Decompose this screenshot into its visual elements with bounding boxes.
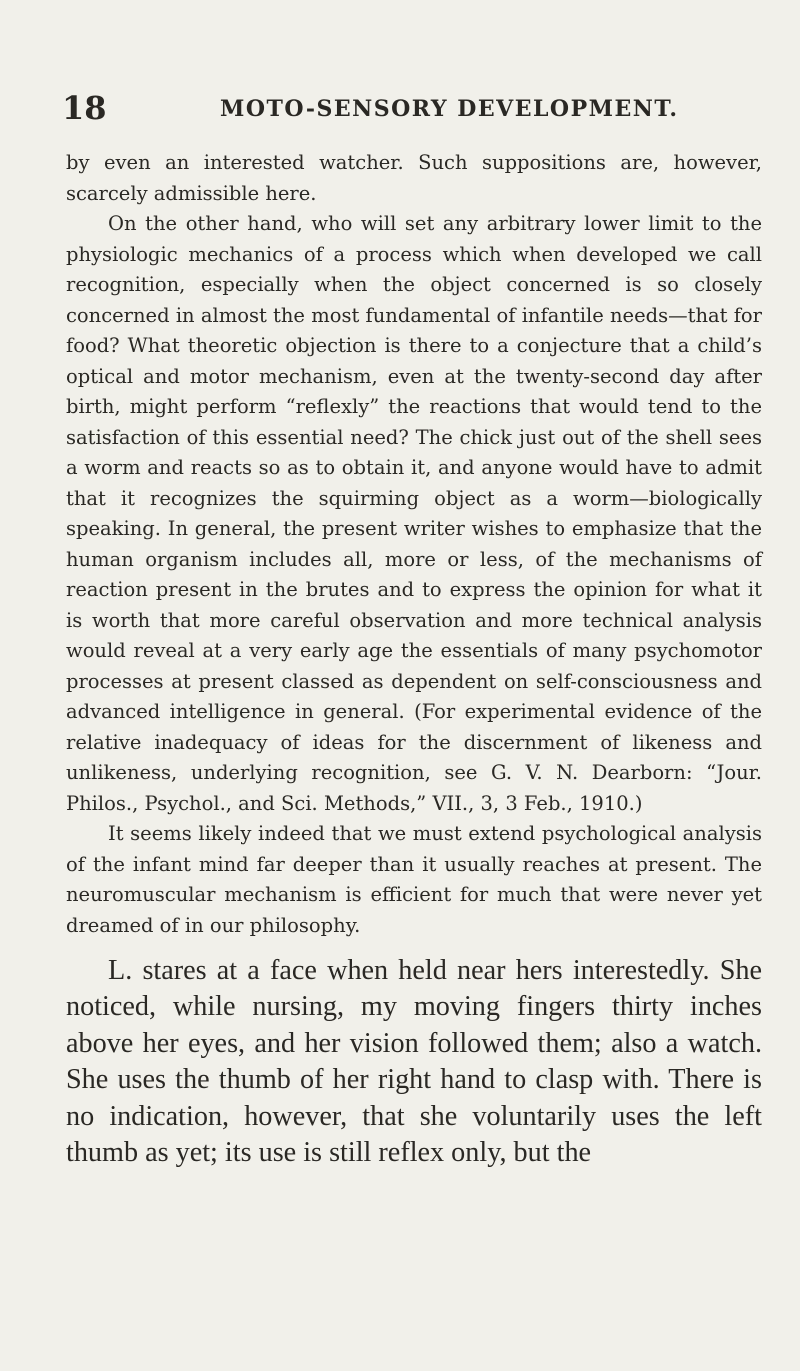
running-title: MOTO-SENSORY DEVELOPMENT. [220,96,679,122]
paragraph-continuation: by even an interested watcher. Such suppositions are, however, scarcely admissible here. [66,151,762,205]
running-head [62,88,762,128]
body-text [66,148,762,1171]
paragraph-observation: L. stares at a face when held near hers interestedly. She noticed, while nursing, my moving fingers thirty inches above her eyes, and her vision followed them; also a watch. She uses the thumb of her right hand to clasp with. There is no indication, however, that she voluntarily uses the left thumb as yet; its use is still reflex only, but the [66,955,762,1169]
page-number: 18 [62,89,107,127]
paragraph-analysis: It seems likely indeed that we must extend psychological analysis of the infant mind far deeper than it usually reaches at present. The neuromuscular mechanism is efficient for much that were never yet dreamed of in our philosophy. [66,822,762,937]
paragraph-recognition: On the other hand, who will set any arbitrary lower limit to the physiologic mechanics of a process which when developed we call recognition, especially when the object concerned is so closely concerned in almost the most fundamental of infantile needs—that for food? What theoretic objection is there to a conjecture that a child’s optical and motor mechanism, even at the twenty-second day after birth, might perform “reflexly” the reactions that would tend to the satisfaction of this essential need? The chick just out of the shell sees a worm and reacts so as to obtain it, and anyone would have to admit that it recognizes the squirming object as a worm—biologically speaking. In general, the present writer wishes to emphasize that the human organism includes all, more or less, of the mechanisms of reaction present in the brutes and to express the opinion for what it is worth that more careful observation and more technical analysis would reveal at a very early age the essentials of many psychomotor processes at present classed as dependent on self-consciousness and advanced intelligence in general. (For experimental evidence of the relative inadequacy of ideas for the discernment of likeness and unlikeness, underlying recognition, see G. V. N. Dearborn: “Jour. Philos., Psychol., and Sci. Methods,” VII., 3, 3 Feb., 1910.) [66,212,762,815]
